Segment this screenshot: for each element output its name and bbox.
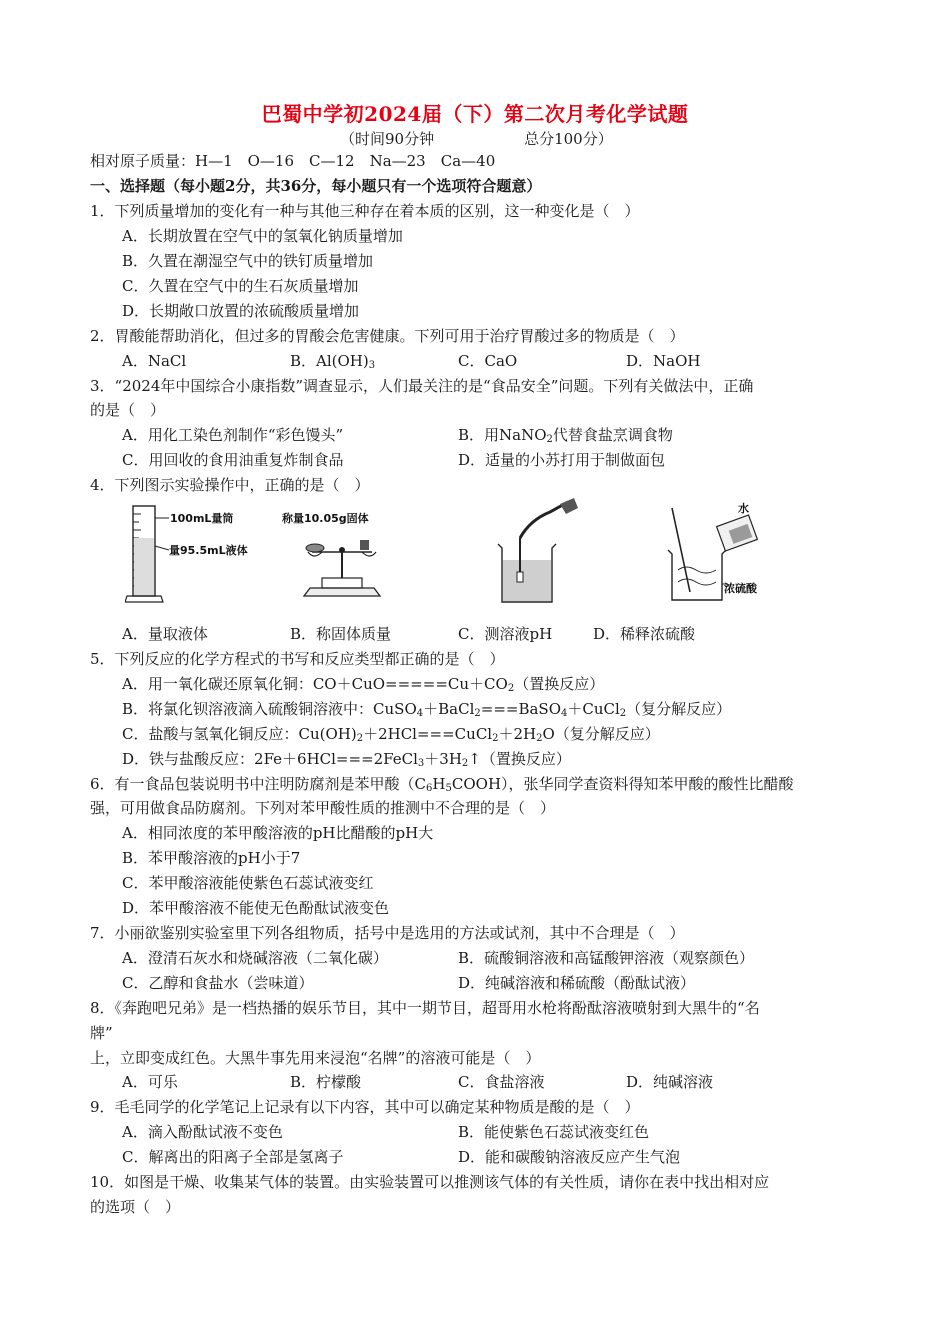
q5-option-a: A．用一氧化碳还原氧化铜：$CO+CuO=====Cu+CO_2$（置换反应）	[122, 675, 605, 694]
question-3-stem-cont: 的是（ ）	[90, 401, 166, 419]
q1-option-b: B．久置在潮湿空气中的铁钉质量增加	[122, 252, 374, 270]
exam-time: （时间90分钟	[340, 130, 435, 148]
q3-option-b: B．用NaNO$_2$代替食盐烹调食物	[458, 426, 673, 445]
q7-option-c: C．乙醇和食盐水（尝味道）	[122, 974, 314, 992]
subtitle	[340, 128, 613, 149]
fig-b-label: 称量10.05g固体	[282, 512, 369, 525]
q3-option-d: D．适量的小苏打用于制做面包	[458, 451, 666, 469]
figure-ph-test	[490, 498, 600, 612]
q2-option-c: C．CaO	[458, 352, 518, 370]
page-title: 巴蜀中学初2024届（下）第二次月考化学试题	[261, 102, 689, 126]
q8-option-c: C．食盐溶液	[458, 1073, 545, 1091]
q5-option-d: D．铁与盐酸反应：$2Fe+6HCl===2FeCl_3+3H_2↑$（置换反应）	[122, 750, 571, 769]
question-8-stem-cont: 牌”	[90, 1024, 113, 1042]
q9-option-b: B．能使紫色石蕊试液变红色	[458, 1123, 650, 1141]
q9-option-a: A．滴入酚酞试液不变色	[122, 1123, 283, 1141]
question-6-stem: 6．有一食品包装说明书中注明防腐剂是苯甲酸$(C_6H_5COOH)$，张华同学查资料得知苯甲酸的酸性比醋酸	[90, 775, 794, 794]
q4-option-d: D．稀释浓硫酸	[593, 625, 696, 643]
q3-option-c: C．用回收的食用油重复炸制食品	[122, 451, 344, 469]
question-6-stem-cont: 强，可用做食品防腐剂。下列对苯甲酸性质的推测中不合理的是（ ）	[90, 799, 556, 817]
section-heading: 一、选择题（每小题2分，共36分，每小题只有一个选项符合题意）	[90, 177, 542, 195]
q1-option-a: A．长期放置在空气中的氢氧化钠质量增加	[122, 227, 403, 245]
question-4-stem: 4．下列图示实验操作中，正确的是（ ）	[90, 476, 370, 494]
q4-option-a: A．量取液体	[122, 625, 208, 643]
question-10-stem: 10．如图是干燥、收集某气体的装置。由实验装置可以推测该气体的有关性质，请你在表中找出相对应	[90, 1173, 770, 1191]
q9-option-c: C．解离出的阳离子全部是氢离子	[122, 1148, 344, 1166]
question-9-stem: 9．毛毛同学的化学笔记上记录有以下内容，其中可以确定某种物质是酸的是（ ）	[90, 1098, 640, 1116]
q8-option-b: B．柠檬酸	[290, 1073, 362, 1091]
q7-option-d: D．纯碱溶液和稀硫酸（酚酞试液）	[458, 974, 696, 992]
question-1-stem: 1．下列质量增加的变化有一种与其他三种存在着本质的区别，这一种变化是（ ）	[90, 202, 640, 220]
fig-d-label-water: 水	[738, 502, 749, 515]
q9-option-d: D．能和碳酸钠溶液反应产生气泡	[458, 1148, 681, 1166]
q1-option-d: D．长期敞口放置的浓硫酸质量增加	[122, 302, 360, 320]
q4-option-b: B．称固体质量	[290, 625, 392, 643]
q3-option-a: A．用化工染色剂制作“彩色馒头”	[122, 426, 344, 444]
q1-option-c: C．久置在空气中的生石灰质量增加	[122, 277, 359, 295]
q6-option-c: C．苯甲酸溶液能使紫色石蕊试液变红	[122, 874, 374, 892]
q8-option-a: A．可乐	[122, 1073, 178, 1091]
atomic-mass-line: 相对原子质量：H—1 O—16 C—12 Na—23 Ca—40	[90, 152, 496, 170]
q4-option-c: C．测溶液pH	[458, 625, 553, 643]
question-8-stem: 8．《奔跑吧兄弟》是一档热播的娱乐节目，其中一期节目，超哥用水枪将酚酞溶液喷射到大黑牛的“名	[90, 999, 760, 1017]
q2-option-a: A．NaCl	[122, 352, 187, 370]
q8-option-d: D．纯碱溶液	[626, 1073, 714, 1091]
q5-option-b: B．将氯化钡溶液滴入硫酸铜溶液中：CuSO$_4$＋BaCl$_2$===BaSO$_4$＋CuCl$_2$（复分解反应）	[122, 700, 732, 719]
q6-option-b: B．苯甲酸溶液的pH小于7	[122, 849, 301, 867]
figure-measuring-cylinder	[125, 498, 285, 612]
q2-option-b: B．$Al(OH)_3$	[290, 352, 376, 371]
exam-score: 总分100分）	[524, 130, 613, 148]
fig-a-label-cylinder: 100mL量筒	[170, 512, 234, 525]
fig-a-label-volume: 量95.5mL液体	[169, 544, 248, 557]
figure-dilution	[660, 498, 790, 612]
fig-d-label-acid: 浓硫酸	[724, 582, 757, 595]
q6-option-a: A．相同浓度的苯甲酸溶液的pH比醋酸的pH大	[122, 824, 434, 842]
q7-option-a: A．澄清石灰水和烧碱溶液（二氧化碳）	[122, 949, 388, 967]
q2-option-d: D．NaOH	[626, 352, 701, 370]
figure-balance	[282, 498, 412, 612]
question-8-stem-cont2: 上，立即变成红色。大黑牛事先用来浸泡“名牌”的溶液可能是（ ）	[90, 1049, 541, 1067]
question-5-stem: 5．下列反应的化学方程式的书写和反应类型都正确的是（ ）	[90, 650, 505, 668]
question-10-stem-cont: 的选项（ ）	[90, 1198, 181, 1216]
question-7-stem: 7．小丽欲鉴别实验室里下列各组物质，括号中是选用的方法或试剂，其中不合理是（ ）	[90, 924, 685, 942]
q7-option-b: B．硫酸铜溶液和高锰酸钾溶液（观察颜色）	[458, 949, 755, 967]
question-2-stem: 2．胃酸能帮助消化，但过多的胃酸会危害健康。下列可用于治疗胃酸过多的物质是（ ）	[90, 327, 685, 345]
question-3-stem: 3．“2024年中国综合小康指数”调查显示，人们最关注的是“食品安全”问题。下列有关做法中，正确	[90, 377, 754, 395]
q6-option-d: D．苯甲酸溶液不能使无色酚酞试液变色	[122, 899, 390, 917]
q5-option-c: C．盐酸与氢氧化铜反应：$Cu(OH)_2+2HCl===CuCl_2+2H_2O$（复分解反应）	[122, 725, 660, 744]
